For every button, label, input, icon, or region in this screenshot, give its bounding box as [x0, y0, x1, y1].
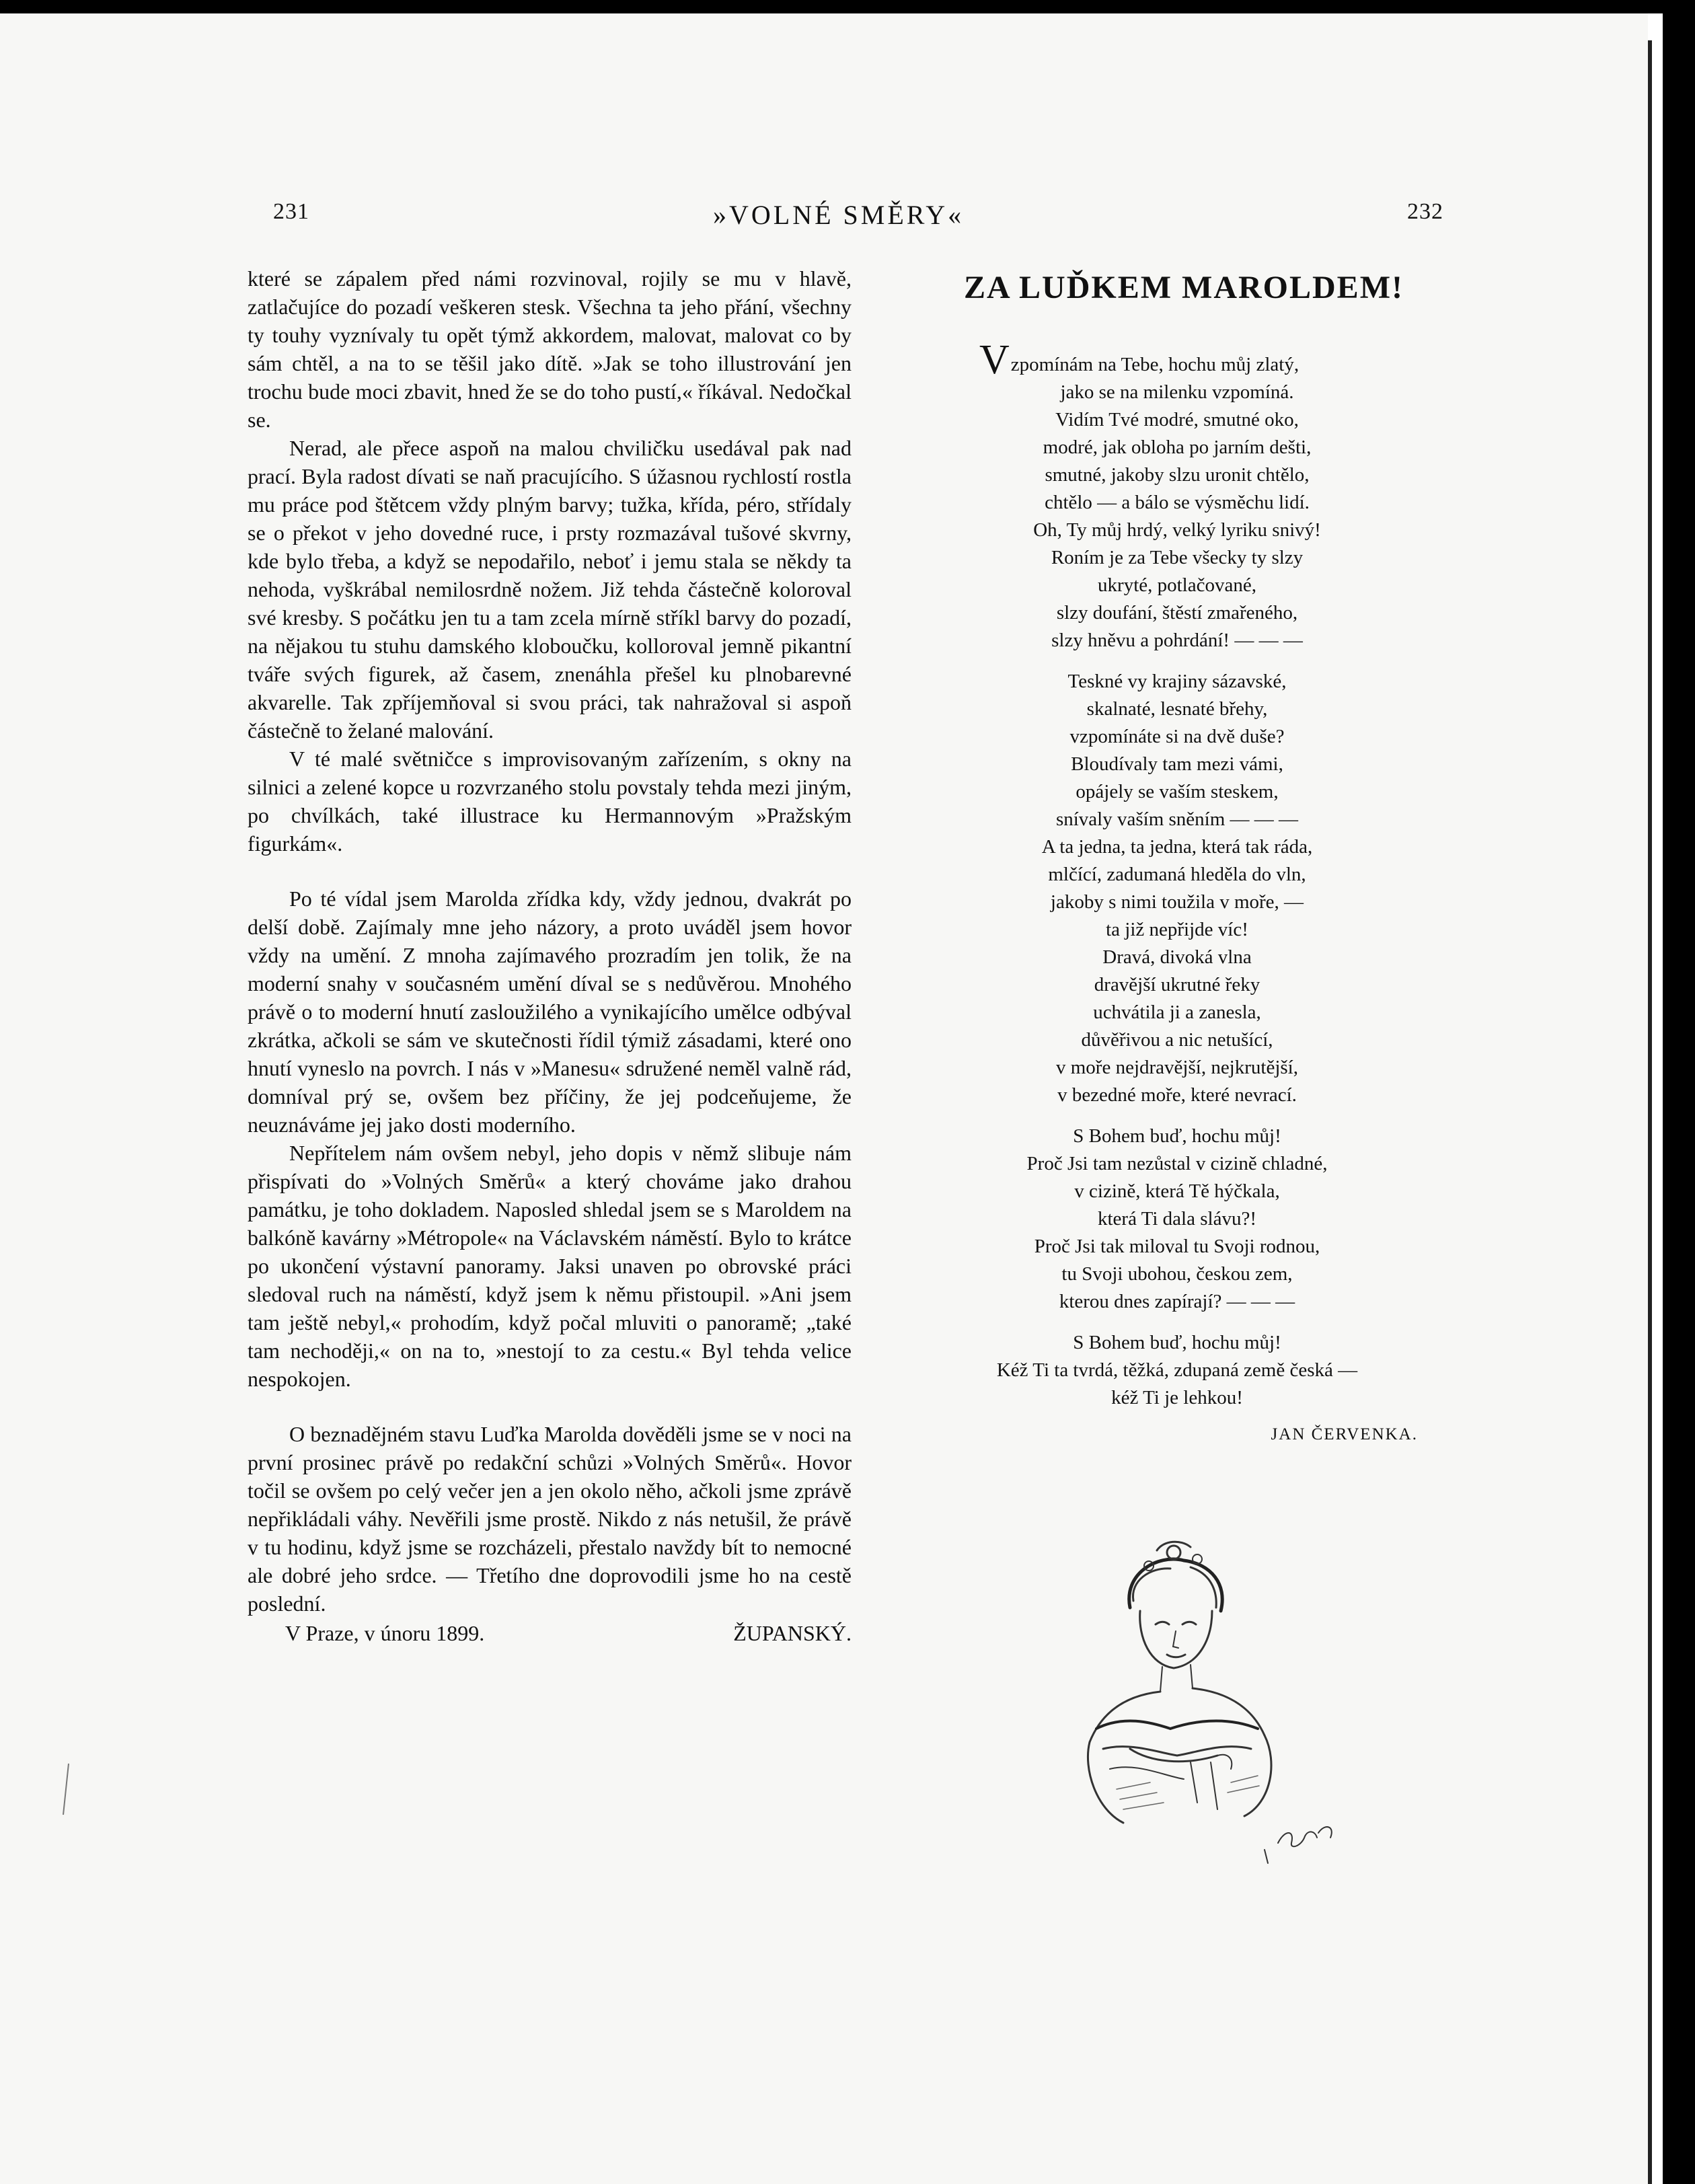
poem-line: A ta jedna, ta jedna, která tak ráda,: [1041, 836, 1313, 858]
margin-mark: [59, 1762, 73, 1816]
poem-stanza: [935, 1329, 1419, 1412]
poem-line: Dravá, divoká vlna: [1102, 946, 1252, 968]
poem-line: Vidím Tvé modré, smutné oko,: [1055, 409, 1299, 430]
poem-line: modré, jak obloha po jarním dešti,: [1043, 437, 1312, 458]
poem-line: Oh, Ty můj hrdý, velký lyriku snivý!: [1033, 519, 1321, 541]
poem-line: Roním je za Tebe všecky ty slzy: [1051, 547, 1304, 568]
poem-line: dravější ukrutné řeky: [1094, 974, 1260, 995]
poem-line: vzpomínáte si na dvě duše?: [1069, 726, 1285, 747]
poem-line: která Ti dala slávu?!: [1098, 1208, 1256, 1230]
poem-first-line: [935, 337, 1419, 383]
poem-line: uchvátila ji a zanesla,: [1093, 1002, 1261, 1023]
poem-line: slzy doufání, štěstí zmařeného,: [1056, 602, 1298, 624]
poem-line: snívaly vaším sněním — — —: [1055, 808, 1299, 830]
poem-line: tu Svoji ubohou, českou zem,: [1061, 1263, 1293, 1285]
paragraph: V té malé světničce s improvisovaným zařízením, s okny na silnici a zelené kopce u rozvrzaného stolu povstaly tehda mezi jiným, po chvílkách, také illustrace ku Hermannovým »Pražským figurkám«.: [248, 747, 852, 856]
poem-line: smutné, jakoby slzu uronit chtělo,: [1045, 464, 1310, 486]
poem-line: důvěřivou a nic netušící,: [1081, 1029, 1273, 1051]
article-column: [248, 264, 852, 1647]
poem-line: Bloudívaly tam mezi vámi,: [1071, 753, 1283, 775]
poem-line: S Bohem buď, hochu můj!: [1073, 1332, 1281, 1353]
paragraph: Po té vídal jsem Marolda zřídka kdy, vždy jednou, dvakrát po delší době. Zajímaly mne jeho názory, a proto uváděl jsem hovor vždy na umění. Z mnoha zajímavého prozradím jen tolik, že na moderní snahy v současném umění díval se s nedůvěrou. Mnohého právě o to moderní hnutí zasloužilého a vynikajícího umělce odbýval zkrátka, ačkoli se sám ve skutečnosti řídil týmiž zásadami, které ono hnutí vyneslo na povrch. I nás v »Manesu« sdružené neměl valně rád, domníval prý se, ovšem bez příčiny, že jej podceňujeme, že neuznáváme jej jako dosti moderního.: [248, 887, 852, 1137]
paragraph: Nepřítelem nám ovšem nebyl, jeho dopis v němž slibuje nám přispívati do »Volných Směrů« a který chováme jako drahou památku, je toho dokladem. Naposled shledal jsem se s Maroldem na balkóně kavárny »Métropole« na Václavském náměstí. Bylo to krátce po ukončení výstavní panoramy. Jaksi unaven po obrovské práci sledoval ruch na náměstí, když jsem k němu přistoupil. »Ani jsem tam ještě nebyl,« prohodím, když počal mluviti o panoramě; „také tam nechoději,« on na to, »nestojí to za cestu.« Byl tehda velice nespokojen.: [248, 1141, 852, 1391]
poem-line: v bezedné moře, které nevrací.: [1057, 1084, 1297, 1106]
paragraph: které se zápalem před námi rozvinoval, rojily se mu v hlavě, zatlačujíce do pozadí veškeren stesk. Všechna ta jeho přání, všechny ty touhy vyznívaly tu opět týmž akkordem, malovat, malovat co by sám chtěl, a na to se těšil jako dítě. »Jak se toho illustrování jen trochu bude moci zbavit, hned že se do toho pustí,« říkával. Nedočkal se.: [248, 266, 852, 432]
poem-line: opájely se vaším steskem,: [1076, 781, 1279, 802]
page-number-left: 231: [273, 199, 309, 224]
article-signoff: [248, 1619, 852, 1647]
poem-line: Proč Jsi tak miloval tu Svoji rodnou,: [1034, 1236, 1320, 1257]
poem-line: kéž Ti je lehkou!: [1111, 1387, 1243, 1408]
poem-line: mlčící, zadumaná hleděla do vln,: [1048, 864, 1306, 885]
scan-right-border: [1663, 13, 1695, 2184]
poem-line: Kéž Ti ta tvrdá, těžká, zdupaná země česká —: [996, 1359, 1358, 1381]
drop-cap: V: [979, 337, 1010, 383]
poem-line: v cizině, která Tě hýčkala,: [1074, 1180, 1280, 1202]
page-number-right: 232: [1407, 199, 1443, 224]
poem-line: v moře nejdravější, nejkrutější,: [1056, 1057, 1298, 1078]
place-date: V Praze, v únoru 1899.: [285, 1621, 485, 1645]
poem-line: jako se na milenku vzpomíná.: [1060, 381, 1294, 403]
paragraph: Nerad, ale přece aspoň na malou chviličku usedával pak nad prací. Byla radost dívati se naň pracujícího. S úžasnou rychlostí rostla mu práce pod štětcem vždy plným barvy; tužka, křída, péro, střídaly se o překot v jeho dovedné ruce, i prsty rozmazával tušové skvrny, kde bylo třeba, a když se nepodařilo, neboť i jemu stala se někdy ta nehoda, vyškrábal nemilosrdně nožem. Již tehda částečně koloroval své kresby. S počátku jen tu a tam zcela mírně stříkl barvy do pozadí, na nějakou tu stuhu damského kloboučku, kolloroval jemně pikantní tváře svých figurek, až časem, znenáhla přešel ku plnobarevné akvarelle. Tak zpříjemňoval si svou práci, tak nahražoval si aspoň částečně to želané malování.: [248, 436, 852, 743]
poem-line: ta již nepřijde víc!: [1106, 919, 1248, 940]
poem-line: skalnaté, lesnaté břehy,: [1086, 698, 1268, 720]
running-title: »VOLNÉ SMĚRY«: [713, 200, 965, 230]
poem-line: chtělo — a bálo se výsměchu lidí.: [1045, 492, 1310, 513]
poem-stanza: [935, 337, 1419, 654]
author-signature: ŽUPANSKÝ.: [733, 1621, 852, 1645]
poem-line: Proč Jsi tam nezůstal v cizině chladné,: [1026, 1153, 1328, 1174]
poem-line: zpomínám na Tebe, hochu můj zlatý,: [1010, 354, 1300, 375]
poem-column: [935, 269, 1419, 1444]
scan-top-border: [0, 0, 1695, 13]
poem-stanza: [935, 668, 1419, 1109]
poem-title: ZA LUĎKEM MAROLDEM!: [964, 270, 1404, 305]
poem-line: slzy hněvu a pohrdání! — — —: [1051, 630, 1303, 651]
poem-line: jakoby s nimi toužila v moře, —: [1050, 891, 1304, 913]
paragraph: O beznadějném stavu Luďka Marolda dověděli jsme se v noci na první prosinec právě po redakční schůzi »Volných Směrů«. Hovor točil se ovšem po celý večer jen a jen okolo něho, ačkoli jsme zprávě nepřikládali váhy. Nevěřili jsme prostě. Nikdo z nás netušil, že právě v tu hodinu, když jsme se rozcházeli, přestalo navždy bít to nemocné ale dobré jeho srdce. — Třetího dne doprovodili jsme ho na cestě poslední.: [248, 1422, 852, 1616]
poem-stanza: [935, 1123, 1419, 1316]
page-edge-shadow: [1648, 40, 1652, 2184]
poem-line: S Bohem buď, hochu můj!: [1073, 1125, 1281, 1147]
poem-line: Teskné vy krajiny sázavské,: [1067, 671, 1287, 692]
poem-line: kterou dnes zapírají? — — —: [1059, 1291, 1295, 1312]
poem-line: ukryté, potlačované,: [1098, 574, 1256, 596]
portrait-illustration-icon: [995, 1527, 1345, 1877]
poem-author: JAN ČERVENKA.: [1271, 1425, 1418, 1443]
